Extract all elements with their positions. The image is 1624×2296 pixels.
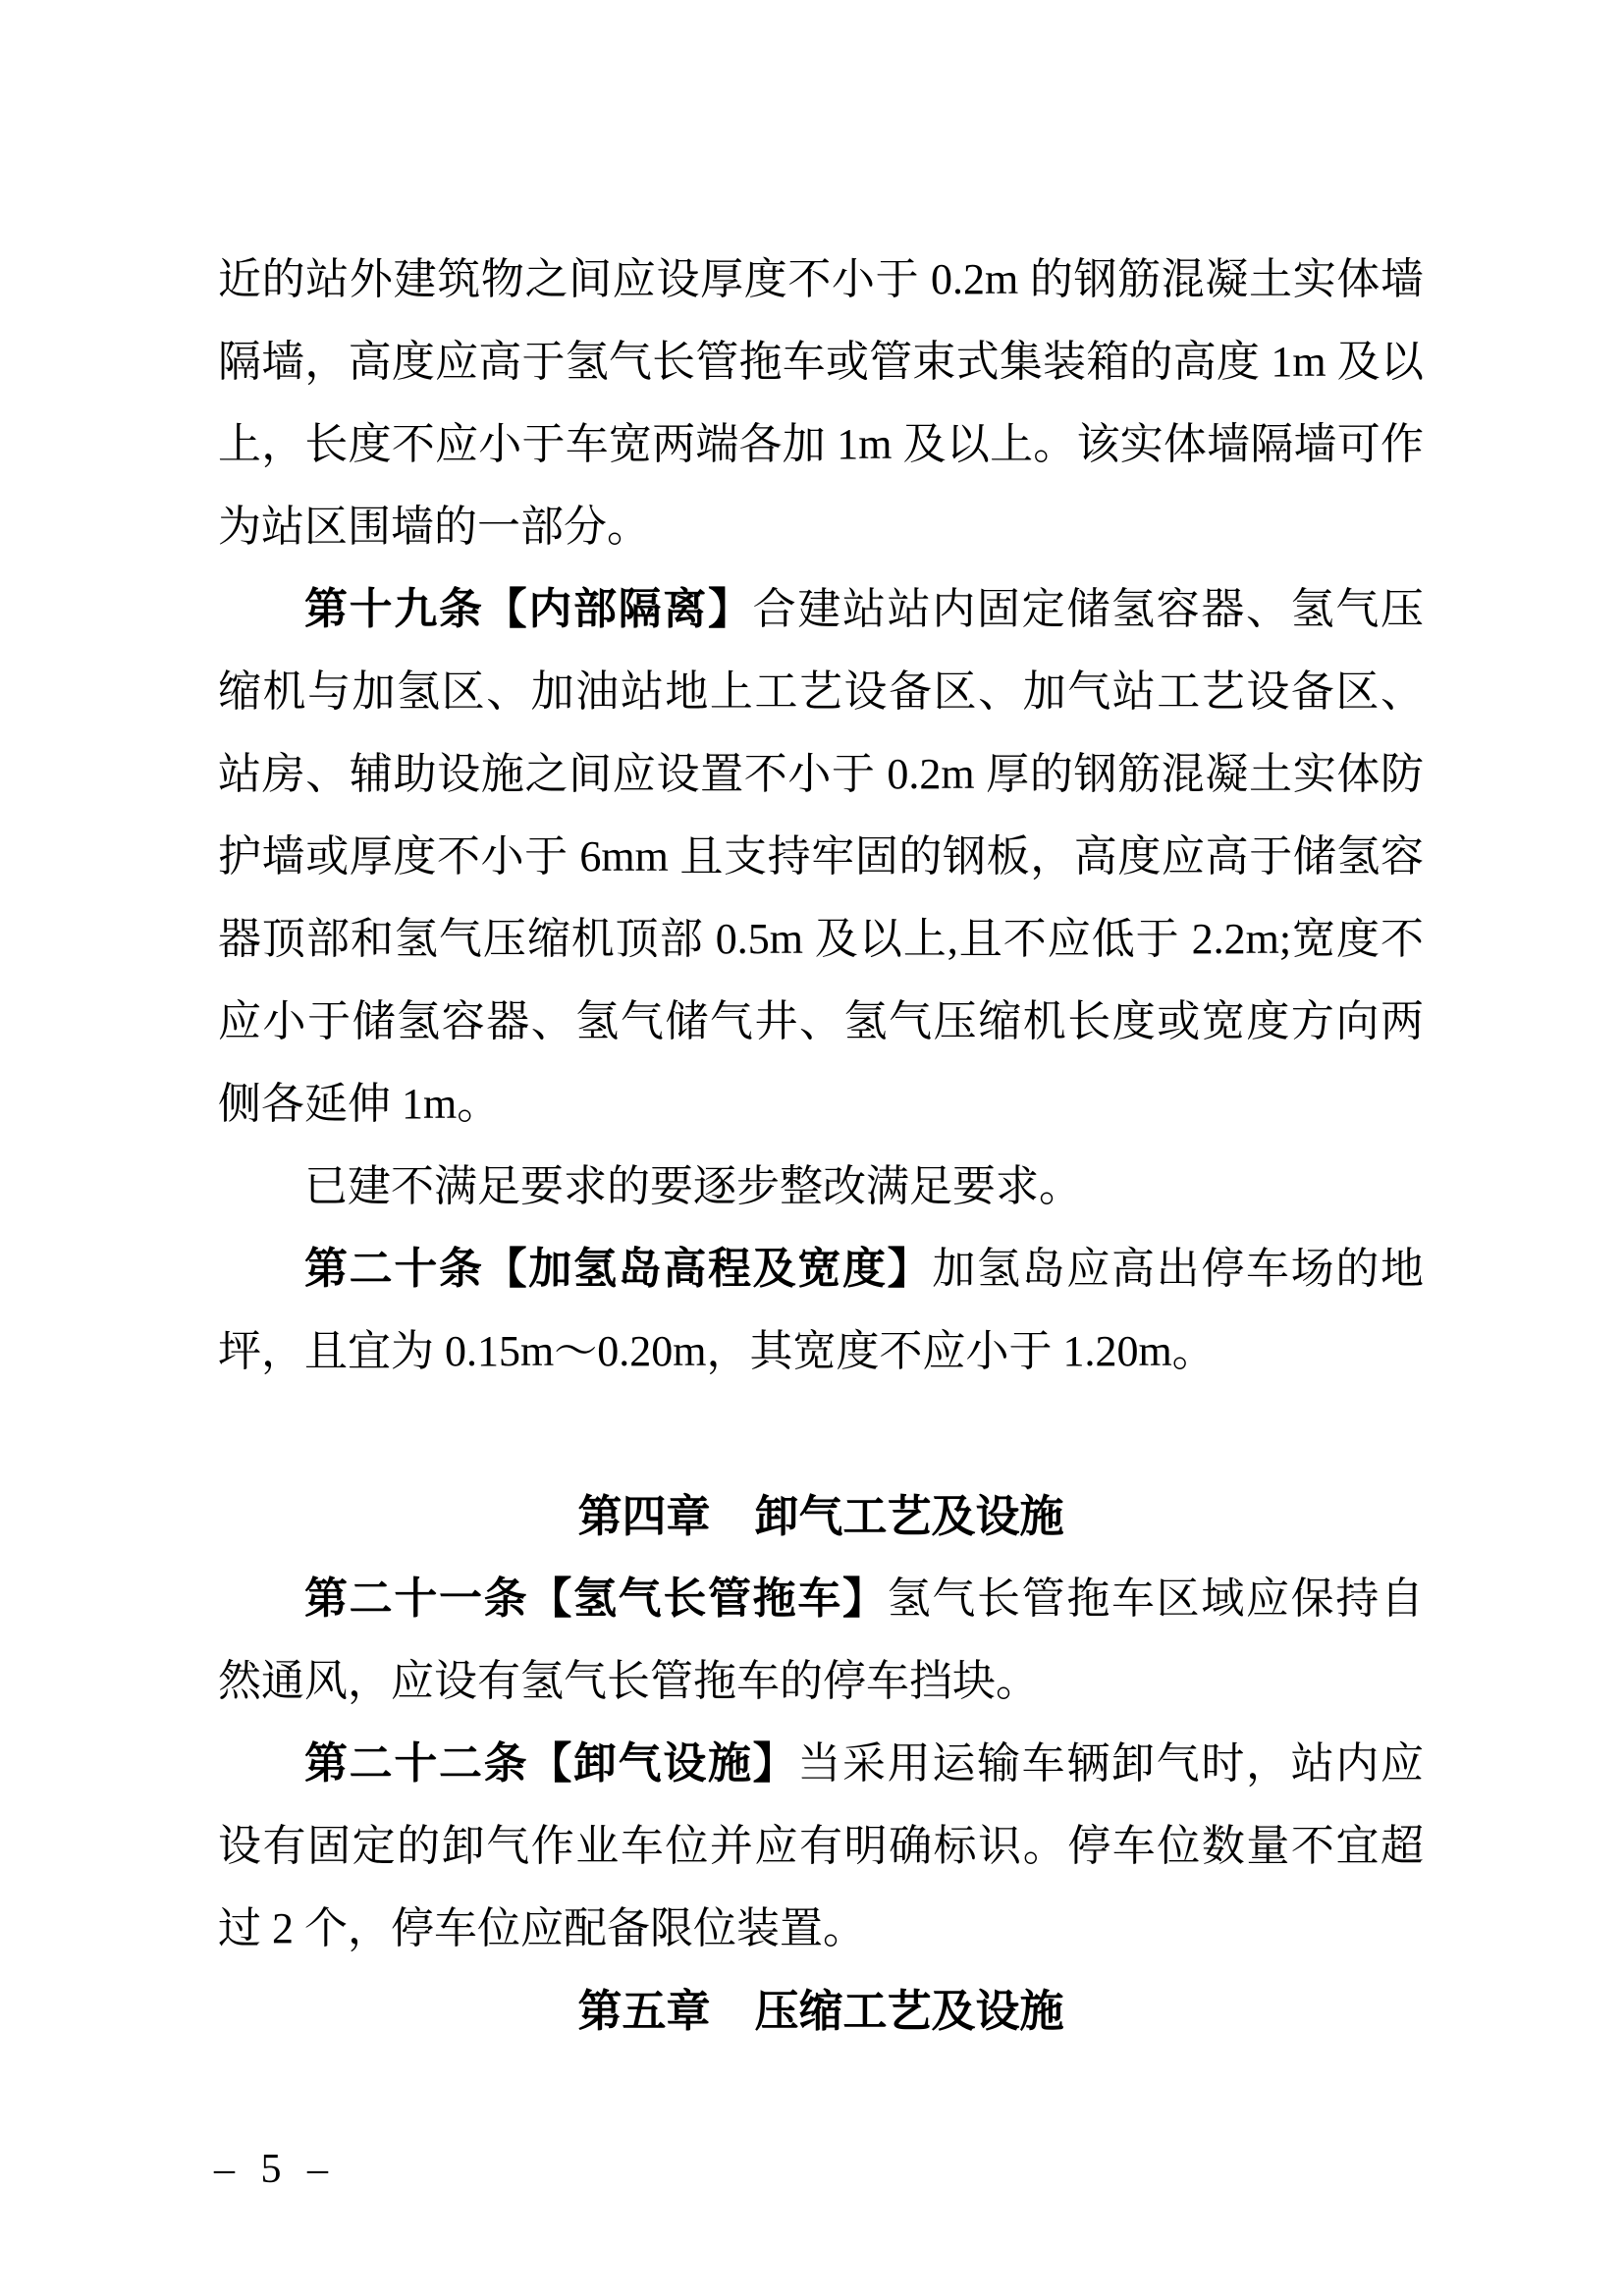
paragraph-text: 合建站站内固定储氢容器、氢气压缩机与加氢区、加油站地上工艺设备区、加气站工艺设备区、站房、辅助设施之间应设置不小于 0.2m 厚的钢筋混凝土实体防护墙或厚度不小于 6mm 且支持牢固的钢板，高度应高于储氢容器顶部和氢气压缩机顶部 0.5m 及以上,且不应低于 2.2m;宽度不应小于储氢容器、氢气储气井、氢气压缩机长度或宽度方向两侧各延伸 1m。 [218,585,1425,1128]
paragraph-text: 加氢岛应高出停车场的地坪，且宜为 0.15m～0.20m，其宽度不应小于 1.20m。 [218,1245,1425,1375]
body-paragraph [218,1723,1424,1970]
document-content [218,239,1424,2053]
body-paragraph [218,1228,1424,1393]
article-heading: 第二十二条【卸气设施】 [304,1739,798,1788]
chapter-heading: 第五章 压缩工艺及设施 [577,1986,1064,2036]
paragraph-text: 近的站外建筑物之间应设厚度不小于 0.2m 的钢筋混凝土实体墙隔墙，高度应高于氢气长管拖车或管束式集装箱的高度 1m 及以上，长度不应小于车宽两端各加 1m 及以上。该实体墙隔墙可作为站区围墙的一部分。 [218,255,1424,551]
paragraph-text: 当采用运输车辆卸气时，站内应设有固定的卸气作业车位并应有明确标识。停车位数量不宜超过 2 个，停车位应配备限位装置。 [218,1739,1425,1952]
paragraph-text: 已建不满足要求的要逐步整改满足要求。 [304,1162,1082,1210]
chapter-heading: 第四章 卸气工艺及设施 [577,1491,1064,1541]
page-number: – 5 – [214,2147,336,2192]
body-paragraph [218,568,1424,1146]
article-heading: 第十九条【内部隔离】 [304,585,753,633]
paragraph-text: 氢气长管拖车区域应保持自然通风，应设有氢气长管拖车的停车挡块。 [218,1575,1425,1705]
body-paragraph [218,239,1424,568]
body-paragraph [218,1558,1424,1723]
article-heading: 第二十一条【氢气长管拖车】 [304,1575,888,1623]
article-heading: 第二十条【加氢岛高程及宽度】 [304,1245,933,1293]
body-paragraph [218,1146,1424,1228]
